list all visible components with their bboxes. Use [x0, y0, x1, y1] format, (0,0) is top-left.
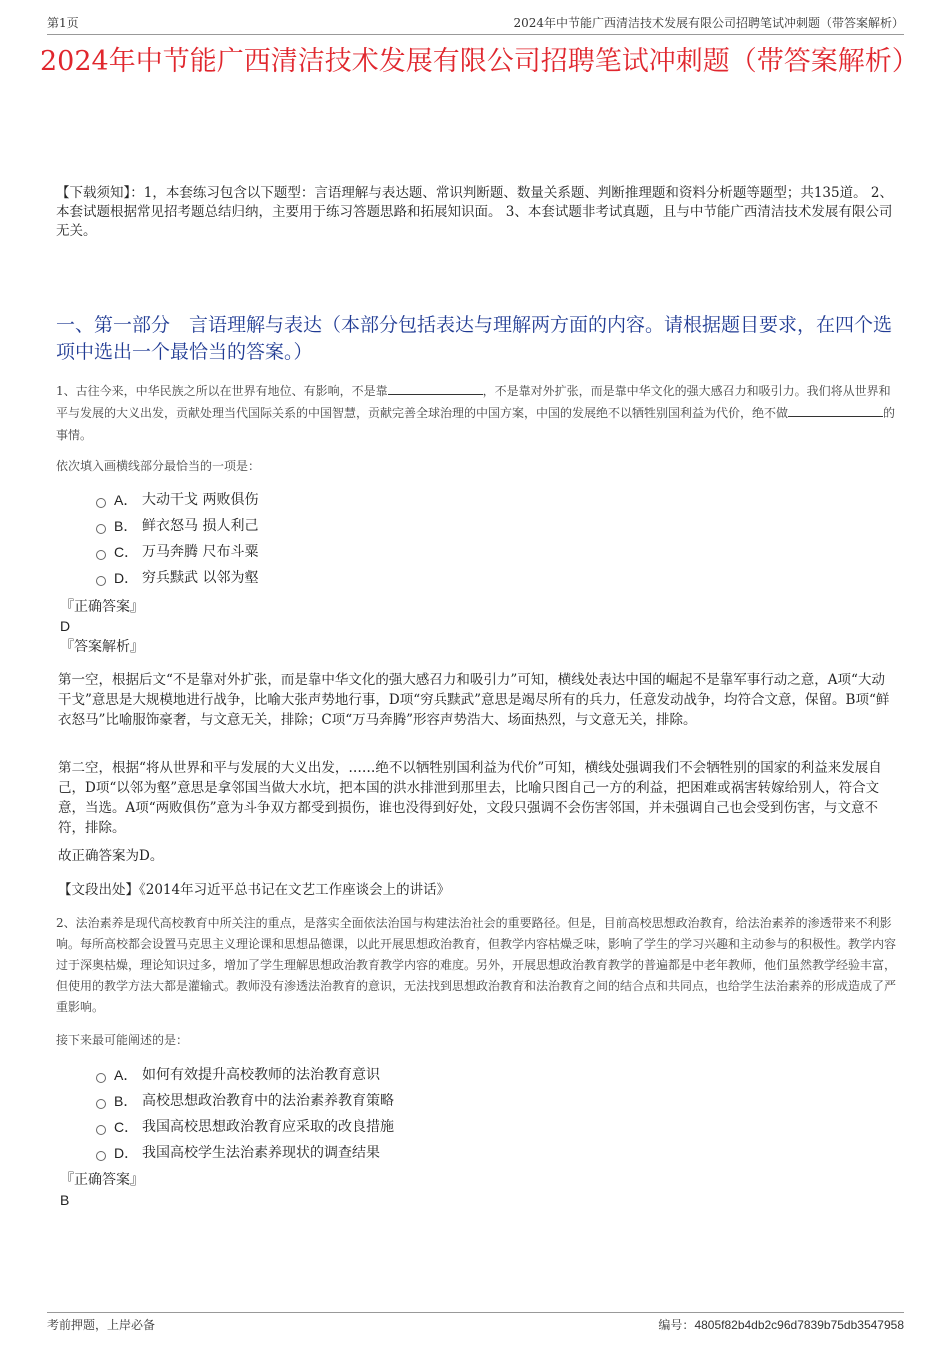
footer-code: 编号：4805f82b4db2c96d7839b75db3547958 [658, 1318, 904, 1332]
analysis-conclusion: 故正确答案为D。 [58, 848, 164, 864]
page-header [47, 14, 904, 35]
option-a[interactable]: A． 如何有效提升高校教师的法治教育意识 [96, 1062, 394, 1088]
document-title: 2024年中节能广西清洁技术发展有限公司招聘笔试冲刺题（带答案解析） [40, 46, 919, 77]
correct-answer: D [60, 618, 71, 634]
radio-icon[interactable] [96, 524, 106, 534]
radio-icon[interactable] [96, 1099, 106, 1109]
page-number: 第1页 [47, 16, 79, 30]
question-2-stem: 2、法治素养是现代高校教育中所关注的重点，是落实全面依法治国与构建法治社会的重要路径。但是，目前高校思想政治教育，给法治素养的渗透带来不利影响。每所高校都会设置马克思主义理论课和思想品德课，以此开展思想政治教育，但教学内容枯燥乏味，影响了学生的学习兴趣和主动参与的积极性。教学内容过于深奥枯燥，理论知识过多，增加了学生理解思想政治教育教学内容的难度。另外，开展思想政治教育教学的普遍都是中老年教师，他们虽然教学经验丰富，但使用的教学方法大都是灌输式。教师没有渗透法治教育的意识，无法找到思想政治教育和法治教育之间的结合点和共同点，也给学生法治素养的形成造成了严重影响。 [56, 916, 897, 1014]
correct-answer: B [60, 1192, 70, 1208]
analysis-paragraph-2: 第二空，根据“将从世界和平与发展的大义出发，……绝不以牺牲别国利益为代价”可知，横线处强调我们不会牺牲别的国家的利益来发展自己，D项“以邻为壑”意思是拿邻国当做大水坑，把本国的洪水排泄到那里去，比喻只图自己一方的利益，把困难或祸害转嫁给别人，符合文意，当选。A项“两败俱伤”意为斗争双方都受到损伤，谁也没得到好处，文段只强调不会伤害邻国，并未强调自己也会受到伤害，与文意不符，排除。 [58, 760, 882, 836]
radio-icon[interactable] [96, 576, 106, 586]
question-1-options [96, 487, 258, 591]
option-d[interactable]: D． 我国高校学生法治素养现状的调查结果 [96, 1140, 394, 1166]
option-d[interactable]: D． 穷兵黩武 以邻为壑 [96, 565, 258, 591]
radio-icon[interactable] [96, 550, 106, 560]
correct-answer-label: 『正确答案』 [60, 599, 144, 615]
option-a[interactable]: A． 大动干戈 两败俱伤 [96, 487, 258, 513]
analysis-paragraph-1: 第一空，根据后文“不是靠对外扩张，而是靠中华文化的强大感召力和吸引力”可知，横线处表达中国的崛起不是靠军事行动之意，A项“大动干戈”意思是大规模地进行战争，比喻大张声势地行事，D项“穷兵黩武”意思是竭尽所有的兵力，任意发动战争，均符合文意，保留。B项“鲜衣怒马”比喻服饰豪奢，与文意无关，排除；C项“万马奔腾”形容声势浩大、场面热烈，与文意无关，排除。 [58, 672, 890, 728]
header-doc-title: 2024年中节能广西清洁技术发展有限公司招聘笔试冲刺题（带答案解析） [513, 16, 904, 30]
question-1-stem: 1、古往今来，中华民族之所以在世界有地位、有影响，不是靠 ，不是靠对外扩张，而是靠中华文化的强大感召力和吸引力。我们将从世界和平与发展的大义出发，贡献处理当代国际关系的中国智慧，贡献完善全球治理的中国方案，中国的发展绝不以牺牲别国利益为代价，绝不做 的事情。 [56, 380, 898, 446]
question-1-lead: 依次填入画横线部分最恰当的一项是： [56, 459, 261, 473]
passage-source: 【文段出处】《2014年习近平总书记在文艺工作座谈会上的讲话》 [58, 882, 451, 898]
section-heading: 一、第一部分 言语理解与表达（本部分包括表达与理解两方面的内容。请根据题目要求，在四个选项中选出一个最恰当的答案。） [56, 314, 893, 363]
analysis-label: 『答案解析』 [60, 639, 144, 655]
radio-icon[interactable] [96, 1151, 106, 1161]
radio-icon[interactable] [96, 1073, 106, 1083]
option-b[interactable]: B． 高校思想政治教育中的法治素养教育策略 [96, 1088, 394, 1114]
option-b[interactable]: B． 鲜衣怒马 损人利己 [96, 513, 258, 539]
question-2-lead: 接下来最可能阐述的是： [56, 1033, 189, 1047]
radio-icon[interactable] [96, 498, 106, 508]
footer-slogan: 考前押题，上岸必备 [47, 1318, 156, 1332]
option-c[interactable]: C． 我国高校思想政治教育应采取的改良措施 [96, 1114, 394, 1140]
download-notice: 【下载须知】：1，本套练习包含以下题型：言语理解与表达题、常识判断题、数量关系题、判断推理题和资料分析题等题型；共135道。 2、本套试题根据常见招考题总结归纳，主要用于练习答题思路和拓展知识面。 3、本套试题非考试真题，且与中节能广西清洁技术发展有限公司无关。 [56, 185, 893, 239]
option-c[interactable]: C． 万马奔腾 尺布斗粟 [96, 539, 258, 565]
correct-answer-label: 『正确答案』 [60, 1172, 144, 1188]
fill-blank [788, 402, 883, 417]
fill-blank [388, 380, 483, 395]
question-2-options [96, 1062, 394, 1166]
radio-icon[interactable] [96, 1125, 106, 1135]
page-footer [47, 1312, 904, 1335]
